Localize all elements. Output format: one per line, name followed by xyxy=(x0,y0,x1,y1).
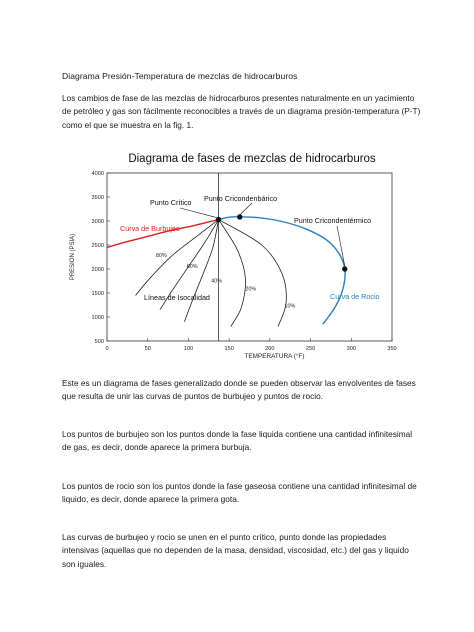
dew-point-paragraph: Los puntos de rocio son los puntos donde la fase gaseosa contiene una cantidad infinitesimal de liquido, es decir, donde aparece la primera gota. xyxy=(62,481,417,505)
point-punto-cr-tico xyxy=(216,217,221,222)
y-tick-label-1000: 1000 xyxy=(91,315,104,321)
arrow-punto-cricondenbarico xyxy=(240,203,252,215)
phase-diagram-chart xyxy=(62,145,422,363)
series-curva-de-rocio xyxy=(219,217,346,324)
point-punto-cricondent-rmico xyxy=(342,266,347,271)
intro-paragraph: Los cambios de fase de las mezclas de hidrocarburos presentes naturalmente en un yacimiento de petróleo y gas son fácilmente reconocibles a través de un diagrama presión-temperatura (P-T) como el que se muestra en la fig. 1. xyxy=(62,93,421,130)
label-punto-cricondenbarico: Punto Cricondenbárico xyxy=(204,194,278,203)
label-20-percent: 20% xyxy=(245,286,257,293)
label-80-percent: 80% xyxy=(155,253,167,259)
arrow-punto-critico xyxy=(180,208,217,218)
x-tick-label-200: 200 xyxy=(265,346,275,352)
y-axis-label: PRESION (PSIA) xyxy=(70,233,76,281)
label-curva-rocio: Curva de Rocio xyxy=(330,292,380,301)
y-tick-label-1500: 1500 xyxy=(91,291,104,297)
y-tick-label-500: 500 xyxy=(94,339,104,345)
label-60-percent: 60% xyxy=(186,264,198,271)
x-axis-label: TEMPERATURA (°F) xyxy=(244,353,305,360)
point-punto-cricondenb-rico xyxy=(237,214,242,219)
arrow-punto-cricondentermico xyxy=(337,226,345,266)
bubble-point-paragraph: Los puntos de burbujeo son los puntos donde la fase liquida contiene una cantidad infinitesimal de gas, es decir, donde aparece la primera burbuja. xyxy=(62,429,413,453)
document-heading: Diagrama Presión-Temperatura de mezclas de hidrocarburos xyxy=(62,71,298,81)
y-tick-label-2500: 2500 xyxy=(91,243,104,249)
label-10-percent: 10% xyxy=(284,303,296,310)
label-punto-critico: Punto Crítico xyxy=(150,198,192,207)
y-tick-label-4000: 4000 xyxy=(91,171,104,177)
x-tick-label-150: 150 xyxy=(224,346,234,352)
y-tick-label-2000: 2000 xyxy=(91,267,104,273)
x-tick-label-250: 250 xyxy=(305,346,316,352)
series-40- xyxy=(184,220,218,322)
label-lineas-isocalidad: Líneas de Isocalidad xyxy=(144,293,210,302)
x-tick-label-50: 50 xyxy=(144,346,151,352)
x-tick-label-300: 300 xyxy=(346,346,356,352)
chart-labels xyxy=(120,194,380,309)
label-40-percent: 40% xyxy=(211,278,223,285)
y-tick-label-3500: 3500 xyxy=(91,195,104,201)
x-tick-label-100: 100 xyxy=(183,346,194,352)
y-tick-label-3000: 3000 xyxy=(91,219,104,225)
phase-diagram-svg xyxy=(62,145,422,363)
phase-envelope-paragraph: Este es un diagrama de fases generalizado donde se pueden observar las envolventes de fases que resulta de unir las curvas de puntos de burbujeo y puntos de rocio. xyxy=(62,378,416,402)
x-tick-label-0: 0 xyxy=(105,346,109,352)
x-tick-label-350: 350 xyxy=(387,346,397,352)
label-curva-burbujeo: Curva de Burbujeo xyxy=(120,224,180,233)
chart-title: Diagrama de fases de mezclas de hidrocarburos xyxy=(128,153,376,165)
critical-point-paragraph: Las curvas de burbujeo y rocio se unen en el punto crítico, punto donde las propiedades intensivas (aquellas que no dependen de la masa, densidad, viscosidad, etc.) del gas y liquido son iguales. xyxy=(62,532,409,569)
label-punto-cricondentermico: Punto Cricondentérmico xyxy=(294,216,372,225)
series-20- xyxy=(219,220,246,327)
